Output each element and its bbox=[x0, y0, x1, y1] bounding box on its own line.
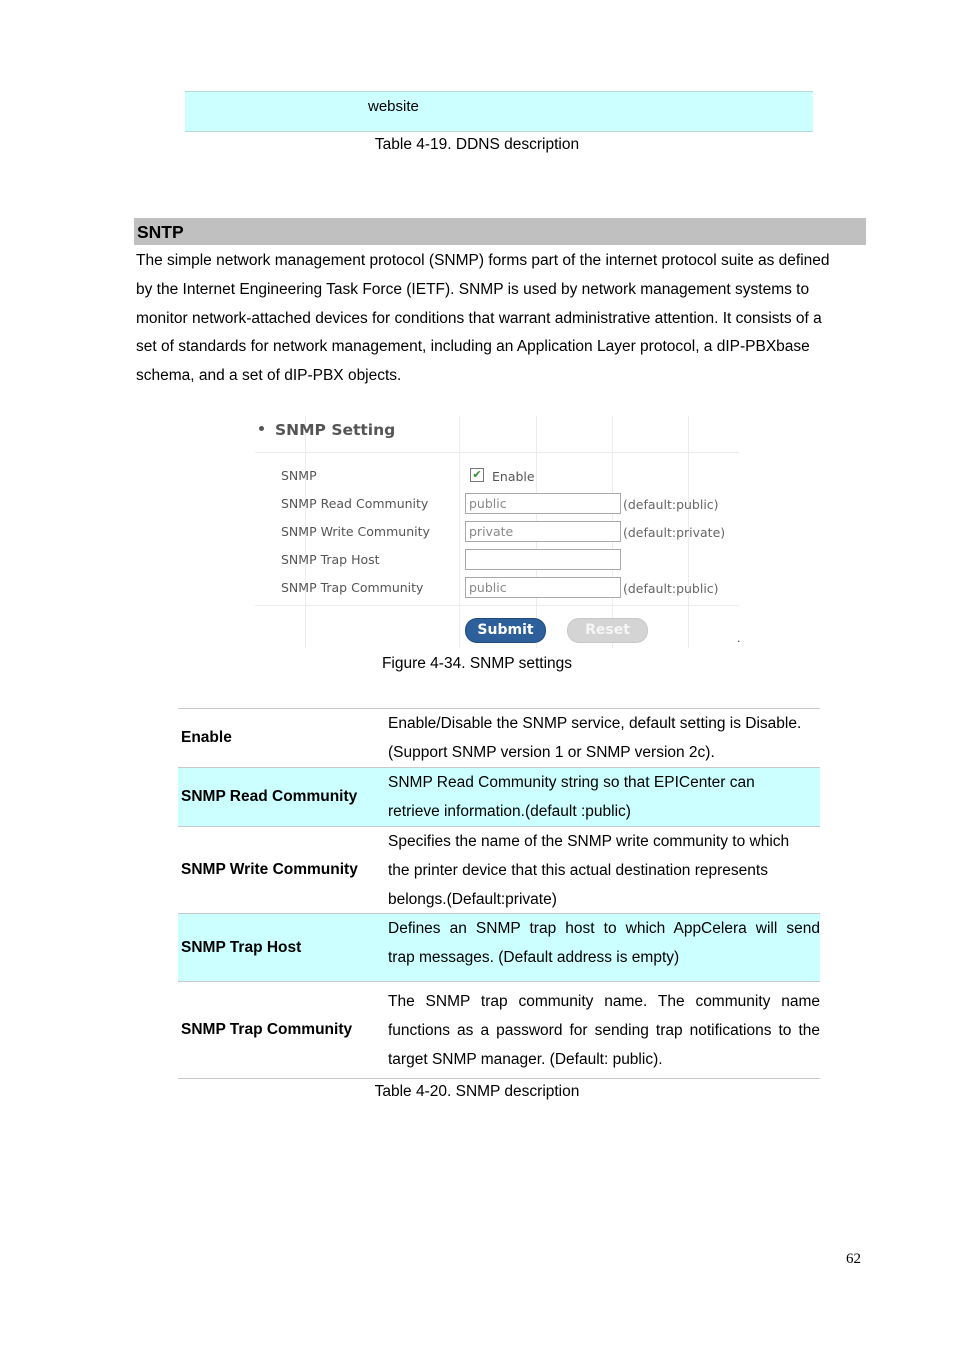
ddns-table-caption: Table 4-19. DDNS description bbox=[374, 136, 580, 153]
table-row bbox=[178, 827, 820, 914]
table-key: Enable bbox=[181, 729, 232, 746]
table-key: SNMP Trap Host bbox=[181, 938, 302, 956]
bullet-icon bbox=[259, 426, 264, 431]
figure-caption: Figure 4-34. SNMP settings bbox=[381, 655, 573, 672]
snmp-label: SNMP bbox=[281, 468, 317, 483]
read-community-hint: (default:public) bbox=[623, 497, 719, 512]
write-community-label: SNMP Write Community bbox=[281, 524, 430, 539]
table-key: SNMP Write Community bbox=[181, 861, 358, 878]
trap-host-input[interactable] bbox=[465, 549, 621, 570]
trailing-mark: . bbox=[737, 632, 741, 645]
ddns-table-row bbox=[185, 91, 813, 132]
table-value: Enable/Disable the SNMP service, default setting is Disable. (Support SNMP version 1 or SNMP version 2c). bbox=[388, 715, 802, 761]
trap-community-input[interactable]: public bbox=[465, 577, 621, 598]
paragraph-line: schema, and a set of dIP-PBX objects. bbox=[136, 367, 402, 385]
table-value: The SNMP trap community name. The community name functions as a password for sending trap notifications to the target SNMP manager. (Default: public). bbox=[388, 992, 820, 1068]
write-community-hint: (default:private) bbox=[623, 525, 726, 540]
read-community-label: SNMP Read Community bbox=[281, 496, 429, 511]
table-caption: Table 4-20. SNMP description bbox=[374, 1083, 580, 1100]
table-value: SNMP Read Community string so that EPICenter can retrieve information.(default :public) bbox=[388, 774, 755, 820]
ddns-cell-text: website bbox=[368, 98, 419, 115]
submit-button[interactable]: Submit bbox=[465, 618, 546, 643]
paragraph-line: by the Internet Engineering Task Force (IETF). SNMP is used by network management systems to bbox=[136, 280, 810, 298]
page-number: 62 bbox=[846, 1251, 861, 1267]
table-value: Specifies the name of the SNMP write community to which the printer device that this actual destination represents belongs.(Default:private) bbox=[388, 833, 790, 908]
snmp-setting-figure bbox=[255, 416, 745, 648]
snmp-enable-checkbox[interactable]: ✔ bbox=[470, 468, 484, 482]
paragraph-line: monitor network-attached devices for conditions that warrant administrative attention. It consists of a bbox=[136, 309, 822, 327]
section-title: SNTP bbox=[137, 222, 184, 242]
table-value: Defines an SNMP trap host to which AppCelera will send trap messages. (Default address is empty) bbox=[388, 920, 820, 966]
grid-line bbox=[255, 605, 739, 606]
snmp-description-table bbox=[178, 708, 820, 1079]
section-paragraph bbox=[136, 247, 861, 391]
table-key: SNMP Trap Community bbox=[181, 1021, 353, 1038]
trap-community-label: SNMP Trap Community bbox=[281, 580, 424, 595]
grid-line bbox=[255, 452, 739, 453]
snmp-enable-label: Enable bbox=[492, 469, 535, 484]
table-row bbox=[178, 982, 820, 1079]
grid-line bbox=[459, 416, 460, 648]
section-header bbox=[134, 218, 866, 245]
trap-host-label: SNMP Trap Host bbox=[281, 552, 380, 567]
read-community-input[interactable]: public bbox=[465, 493, 621, 514]
table-row bbox=[178, 768, 820, 827]
paragraph-line: The simple network management protocol (SNMP) forms part of the internet protocol suite as defined bbox=[136, 252, 830, 269]
snmp-setting-title: SNMP Setting bbox=[259, 421, 395, 439]
reset-button[interactable]: Reset bbox=[567, 618, 648, 643]
table-key: SNMP Read Community bbox=[181, 788, 358, 805]
table-row bbox=[178, 914, 820, 982]
table-row bbox=[178, 709, 820, 768]
write-community-input[interactable]: private bbox=[465, 521, 621, 542]
paragraph-line: set of standards for network management, including an Application Layer protocol, a dIP-PBXbase bbox=[136, 338, 810, 356]
trap-community-hint: (default:public) bbox=[623, 581, 719, 596]
